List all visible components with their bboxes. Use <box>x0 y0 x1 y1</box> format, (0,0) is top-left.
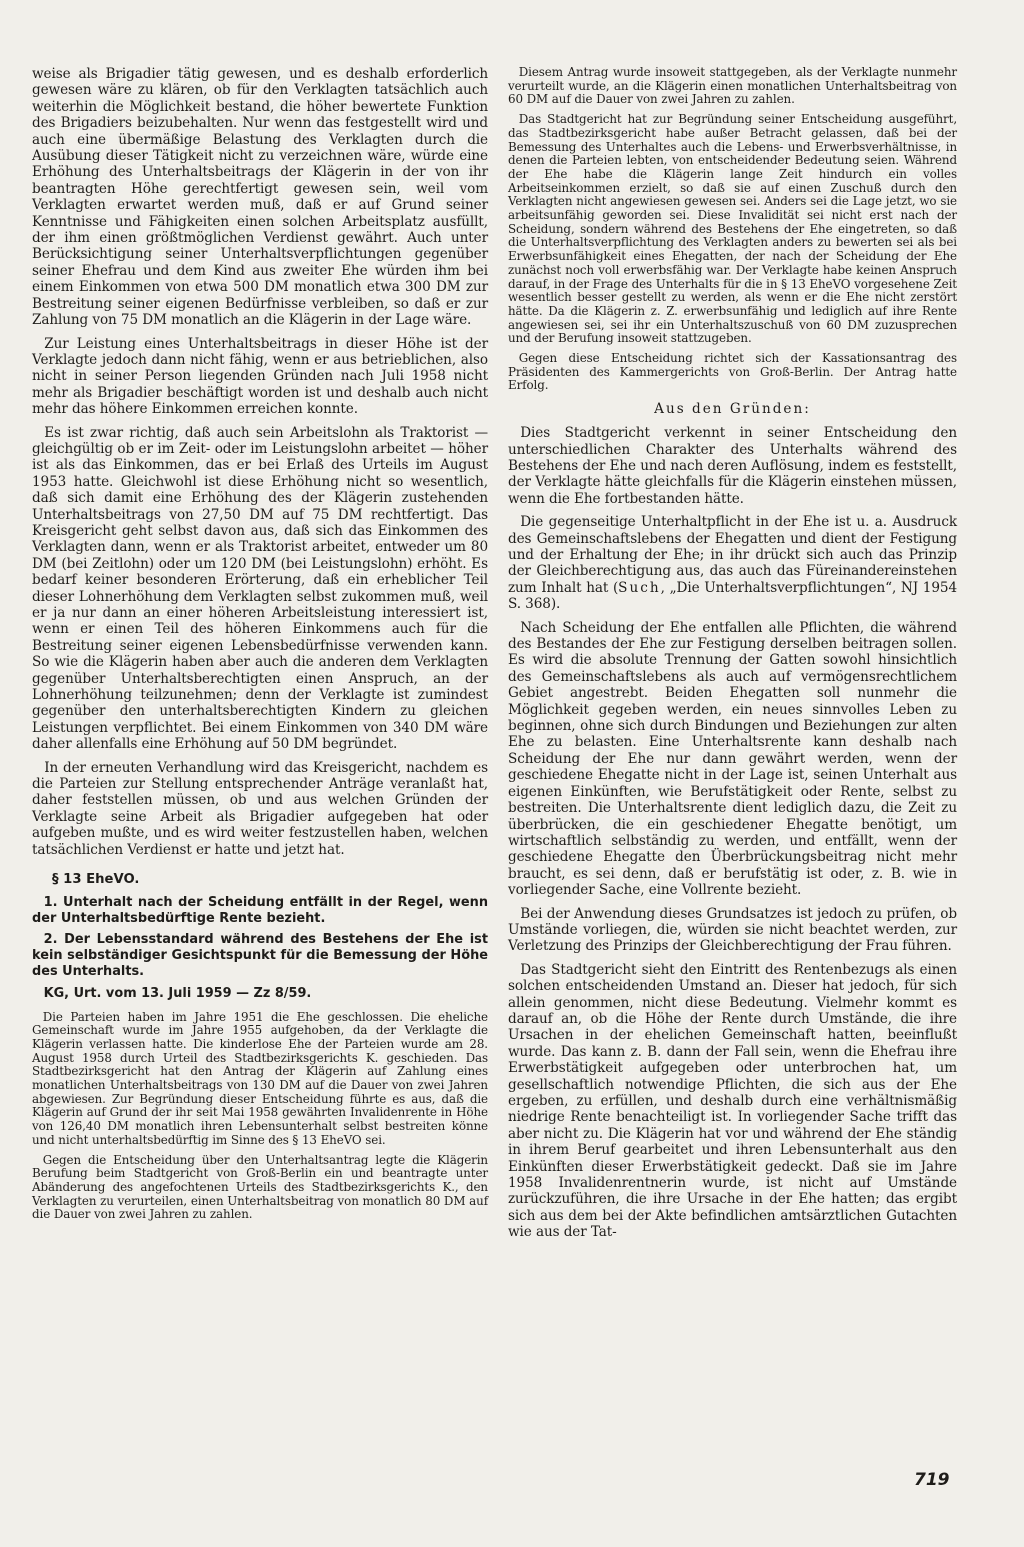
right-column <box>508 66 957 1248</box>
cited-author: Such <box>618 579 661 596</box>
headnote-1: 1. Unterhalt nach der Scheidung entfällt in der Regel, wenn der Unterhaltsbedürftige Rente bezieht. <box>32 895 488 927</box>
paragraph-small: Diesem Antrag wurde insoweit stattgegeben, als der Verklagte nunmehr verurteilt wurde, an die Klägerin einen monatlichen Unterhaltsbeitrag von 60 DM auf die Dauer von zwei Jahren zu zahlen. <box>508 65 957 107</box>
paragraph: Bei der Anwendung dieses Grundsatzes ist jedoch zu prüfen, ob Umstände vorliegen, die, würden sie nicht beachtet werden, zur Verletzung des Prinzips der Gleichberechtigung der Frau führen. <box>508 905 957 955</box>
paragraph <box>508 514 957 612</box>
paragraph: Zur Leistung eines Unterhaltsbeitrags in dieser Höhe ist der Verklagte jedoch dann nicht fähig, wenn er aus betrieblichen, also nicht in seiner Person liegenden Gründen nach Juli 1958 nicht mehr als Brigadier beschäftigt worden ist und deshalb auch nicht mehr das höhere Einkommen erreichen konnte. <box>32 335 488 418</box>
page-number: 719 <box>914 1470 950 1490</box>
section-heading: Aus den Gründen: <box>654 401 811 418</box>
paragraph: weise als Brigadier tätig gewesen, und es deshalb erforderlich gewesen wäre zu klären, ob für den Verklagten tatsächlich auch weiterhin die Möglichkeit bestand, die höher bewertete Funktion des Brigadiers beizubehalten. Nur wenn das festgestellt wird und auch eine übermäßige Belastung des Verklagten durch die Ausübung dieser Tätigkeit nicht zu verzeichnen wäre, würde eine Erhöhung des Unterhaltsbeitrags der Klägerin in der von ihr beantragten Höhe gerechtfertigt gewesen sein, weil vom Verklagten erwartet werden muß, daß er auf Grund seiner Kenntnisse und Fähigkeiten einen solchen Arbeitsplatz ausfüllt, der ihm einen größtmöglichen Verdienst gewährt. Auch unter Berücksichtigung seiner Unterhaltsverpflichtungen gegenüber seiner Ehefrau und dem Kind aus zweiter Ehe würden ihm bei einem Einkommen von etwa 500 DM monatlich etwa 300 DM zur Bestreitung seiner eigenen Bedürfnisse verbleiben, so daß er zur Zahlung von 75 DM monatlich an die Klägerin in der Lage wäre. <box>32 66 488 329</box>
paragraph: In der erneuten Verhandlung wird das Kreisgericht, nachdem es die Parteien zur Stellung entsprechender Anträge veranlaßt hat, daher feststellen müssen, ob und aus welchen Gründen der Verklagte seine Arbeit als Brigadier aufgegeben hat oder aufgeben mußte, und es wird weiter festzustellen haben, welchen tatsächlichen Verdienst er hatte und jetzt hat. <box>32 759 488 858</box>
paragraph: Nach Scheidung der Ehe entfallen alle Pflichten, die während des Bestandes der Ehe zur Festigung derselben beitragen sollen. Es wird die absolute Trennung der Gatten sowohl hinsichtlich des Gemeinschaftslebens als auch auf vermögensrechtlichem Gebiet angestrebt. Beiden Ehegatten soll nunmehr die Möglichkeit gegeben werden, ein neues sinnvolles Leben zu beginnen, ohne sich durch Bindungen und Beziehungen zur alten Ehe zu belasten. Eine Unterhaltsrente kann deshalb nach Scheidung der Ehe nur dann gewährt werden, wenn der geschiedene Ehegatte nicht in der Lage ist, seinen Unterhalt aus eigenen Einkünften, wie Berufstätigkeit oder Rente, selbst zu bestreiten. Die Unterhaltsrente dient lediglich dazu, die Zeit zu überbrücken, die ein geschiedener Ehegatte benötigt, um wirtschaftlich selbständig zu werden, und entfällt, wenn der geschiedene Ehegatte den Überbrückungsbeitrag nicht mehr braucht, es sei denn, daß er berufstätig ist oder, z. B. wie in vorliegender Sache, eine Vollrente bezieht. <box>508 619 957 899</box>
paragraph-small: Die Parteien haben im Jahre 1951 die Ehe geschlossen. Die eheliche Gemeinschaft wurde im Jahre 1955 aufgehoben, da der Verklagte die Klägerin verlassen hatte. Die kinderlose Ehe der Parteien wurde am 28. August 1958 durch Urteil des Stadtbezirksgerichts K. geschieden. Das Stadtbezirksgericht hat den Antrag der Klägerin auf Zahlung eines monatlichen Unterhaltsbeitrags von 130 DM auf die Dauer von zwei Jahren abgewiesen. Zur Begründung dieser Entscheidung führte es aus, daß die Klägerin auf Grund der ihr seit Mai 1958 gewährten Invalidenrente in Höhe von 126,40 DM monatlich ihren Lebensunterhalt selbst bestreiten könne und nicht unterhaltsbedürftig im Sinne des § 13 EheVO sei. <box>32 1009 488 1147</box>
paragraph: Es ist zwar richtig, daß auch sein Arbeitslohn als Traktorist — gleichgültig ob er im Zeit- oder im Leistungslohn arbeitet — höher ist als das Einkommen, das er bei Erlaß des Urteils im August 1953 hatte. Gleichwohl ist diese Erhöhung nicht so wesentlich, daß sich damit eine Erhöhung des der Klägerin zustehenden Unterhaltsbeitrags von 27,50 DM auf 75 DM rechtfertigt. Das Kreisgericht geht selbst davon aus, daß sich das Einkommen des Verklagten dann, wenn er als Traktorist arbeitet, entweder um 80 DM (bei Zeitlohn) oder um 120 DM (bei Leistungslohn) erhöht. Es bedarf keiner besonderen Erörterung, daß ein erheblicher Teil dieser Lohnerhöhung dem Verklagten selbst zukommen muß, weil er ja nur dann an einer höheren Arbeitsleistung interessiert ist, wenn er einen Teil des höheren Einkommens auch für die Bestreitung seiner eigenen Lebensbedürfnisse verwenden kann. So wie die Klägerin haben aber auch die anderen dem Verklagten gegenüber Unterhaltsberechtigten einen Anspruch, an der Lohnerhöhung teilzunehmen; denn der Verklagte ist zumindest gegenüber den unterhaltsberechtigten Kindern zu gleichen Leistungen verpflichtet. Bei einem Einkommen von 340 DM wäre daher allenfalls eine Erhöhung auf 50 DM begründet. <box>32 424 488 753</box>
section-mark: § 13 EheVO. <box>52 872 140 888</box>
paragraph: Das Stadtgericht sieht den Eintritt des Rentenbezugs als einen solchen entscheidenden Umstand an. Dieser hat jedoch, für sich allein genommen, nicht diese Bedeutung. Vielmehr kommt es darauf an, ob die Höhe der Rente durch Umstände, die ihre Ursachen in der ehelichen Gemeinschaft hatten, beeinflußt wurde. Das kann z. B. dann der Fall sein, wenn die Ehefrau ihre Erwerbstätigkeit aufgegeben oder unterbrochen hat, um gesellschaftlich notwendige Pflichten, die sich aus der Ehe ergeben, zu erfüllen, und deshalb durch eine verhältnismäßig niedrige Rente benachteiligt ist. In vorliegender Sache trifft das aber nicht zu. Die Klägerin hat vor und während der Ehe ständig in ihrem Beruf gearbeitet und ihren Lebensunterhalt aus den Einkünften dieser Erwerbstätigkeit gedeckt. Daß sie im Jahre 1958 Invalidenrentnerin wurde, ist nicht auf Umstände zurückzuführen, die ihre Ursache in der Ehe hatten; das ergibt sich aus dem bei der Akte befindlichen amtsärztlichen Gutachten wie aus der Tat- <box>508 961 957 1241</box>
paragraph-small: Gegen diese Entscheidung richtet sich der Kassationsantrag des Präsidenten des Kammergerichts von Groß-Berlin. Der Antrag hatte Erfolg. <box>508 351 957 393</box>
paragraph-small: Das Stadtgericht hat zur Begründung seiner Entscheidung ausgeführt, das Stadtbezirksgericht habe außer Betracht gelassen, daß bei der Bemessung des Unterhaltes auch die Lebens- und Erwerbsverhältnisse, in denen die Parteien lebten, von entscheidender Bedeutung seien. Während der Ehe habe die Klägerin lange Zeit hindurch ein volles Arbeitseinkommen erzielt, so daß sie auf einen Zuschuß durch den Verklagten nicht angewiesen gewesen sei. Anders sei die Lage jetzt, wo sie arbeitsunfähig geworden sei. Diese Invalidität sei nicht erst nach der Scheidung, sondern während des Bestehens der Ehe eingetreten, so daß die Unterhaltsverpflichtung des Verklagten anders zu bewerten sei als bei Erwerbsunfähigkeit eines Ehegatten, der nach der Scheidung der Ehe zunächst noch voll erwerbsfähig war. Der Verklagte habe keinen Anspruch darauf, in der Frage des Unterhalts für die in § 13 EheVO vorgesehene Zeit wesentlich besser gestellt zu werden, als wenn er die Ehe nicht zerstört hätte. Da die Klägerin z. Z. erwerbsunfähig und lediglich auf ihre Rente angewiesen sei, sei ihr ein Unterhaltszuschuß von 60 DM zuzusprechen und der Berufung insoweit stattzugeben. <box>508 112 957 346</box>
paragraph: Dies Stadtgericht verkennt in seiner Entscheidung den unterschiedlichen Charakter des Unterhalts während des Bestehens der Ehe und nach deren Auflösung, indem es feststellt, der Verklagte hätte gleichfalls für die Klägerin einstehen müssen, wenn die Ehe fortbestanden hätte. <box>508 425 957 507</box>
case-citation: KG, Urt. vom 13. Juli 1959 — Zz 8/59. <box>43 985 312 1001</box>
headnote-2: 2. Der Lebensstandard während des Bestehens der Ehe ist kein selbständiger Gesichtspunkt für die Bemessung der Höhe des Unterhalts. <box>32 932 488 980</box>
paragraph-small: Gegen die Entscheidung über den Unterhaltsantrag legte die Klägerin Berufung beim Stadtgericht von Groß-Berlin ein und beantragte unter Abänderung des angefochtenen Urteils des Stadtbezirksgerichts K., den Verklagten zu verurteilen, einen Unterhaltsbeitrag von monatlich 80 DM auf die Dauer von zwei Jahren zu zahlen. <box>32 1152 488 1222</box>
paragraph-text: Die gegenseitige Unterhaltpflicht in der Ehe ist u. a. Ausdruck des Gemeinschaftslebens der Ehegatten und dient der Festigung und der Erhaltung der Ehe; in ihr drückt sich auch das Prinzip der Gleichberechtigung aus, das auch das Füreinandereinstehen zum Inhalt hat ( <box>508 514 957 596</box>
left-column <box>32 66 488 1228</box>
paragraph-text: , „Die Unterhaltsverpflichtungen“, NJ 1954 S. 368). <box>508 579 958 613</box>
